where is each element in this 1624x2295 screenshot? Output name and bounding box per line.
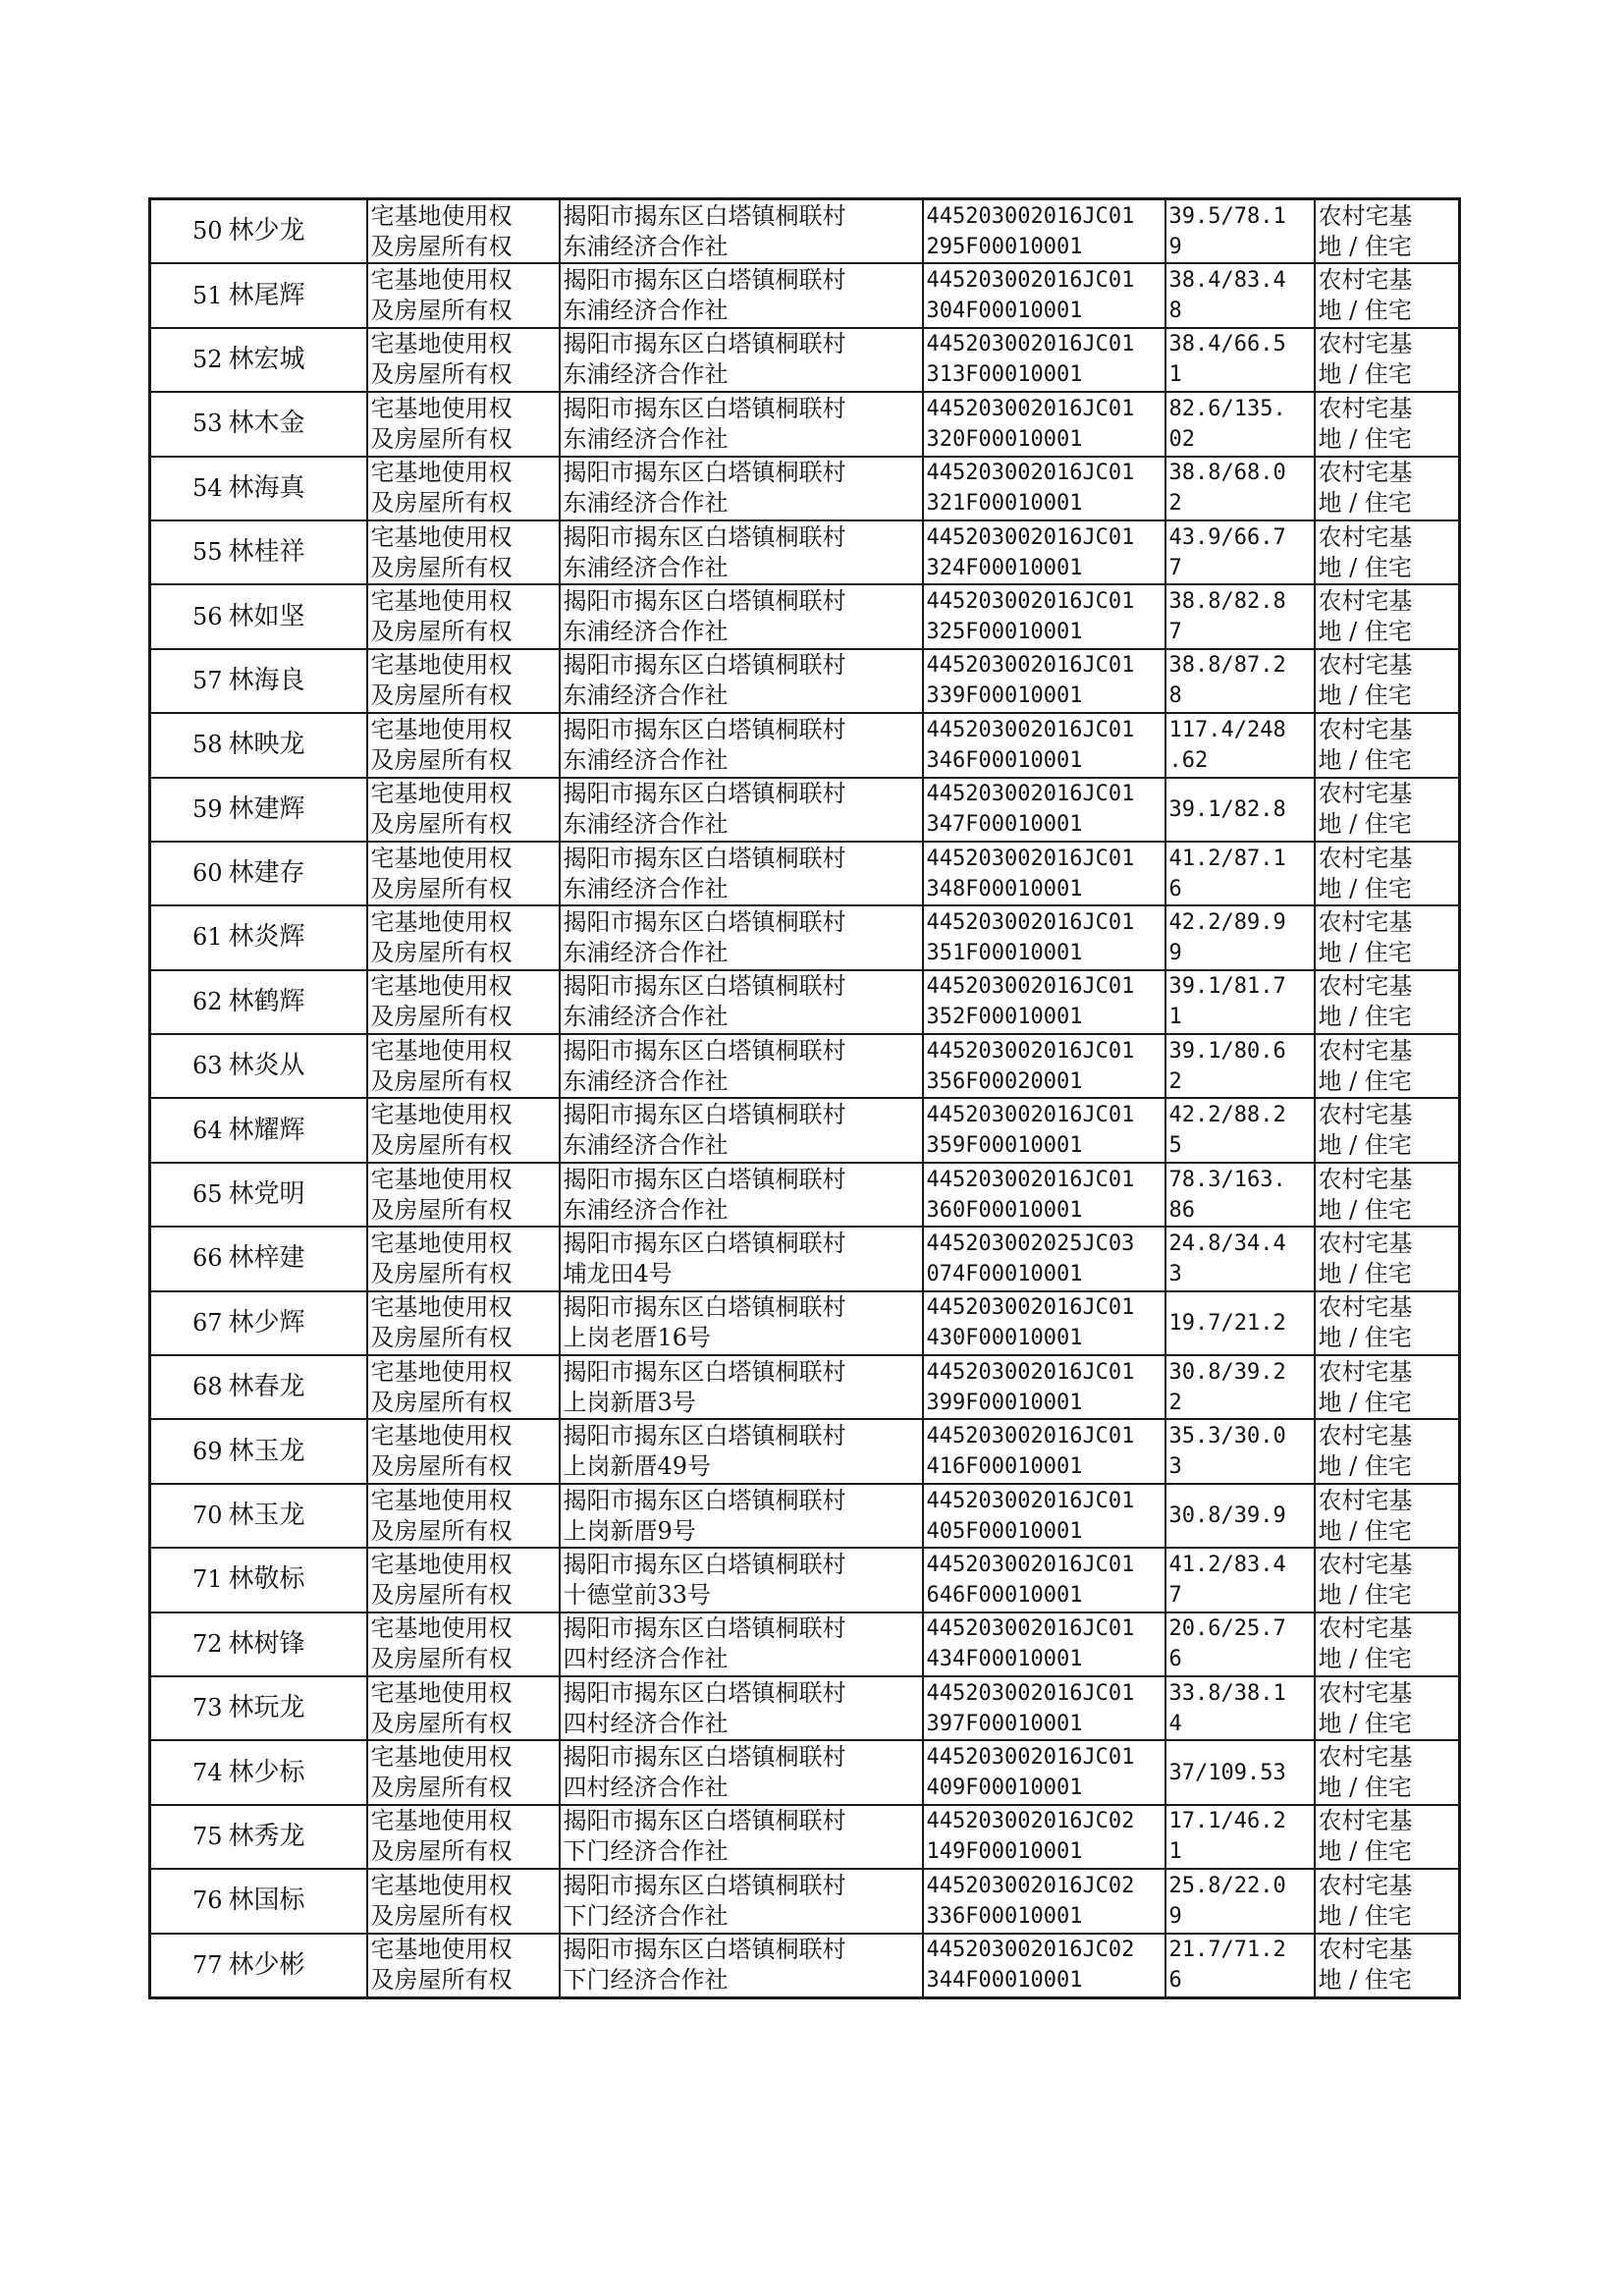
- right-type: 宅基地使用权 及房屋所有权: [367, 1355, 560, 1419]
- table-row: [150, 970, 1460, 1034]
- row-number: 58: [150, 713, 226, 777]
- right-type: 宅基地使用权 及房屋所有权: [367, 1484, 560, 1548]
- row-number: 56: [150, 584, 226, 648]
- area-value: 21.7/71.2 6: [1165, 1934, 1315, 1998]
- owner-name: 林建辉: [226, 778, 367, 842]
- area-value: 30.8/39.2 2: [1165, 1355, 1315, 1419]
- property-location: 揭阳市揭东区白塔镇桐联村 东浦经济合作社: [560, 520, 923, 584]
- table-row: [150, 1869, 1460, 1933]
- area-value: 78.3/163. 86: [1165, 1163, 1315, 1227]
- row-number: 52: [150, 328, 226, 392]
- area-value: 38.8/87.2 8: [1165, 649, 1315, 713]
- right-type: 宅基地使用权 及房屋所有权: [367, 649, 560, 713]
- property-location: 揭阳市揭东区白塔镇桐联村 东浦经济合作社: [560, 905, 923, 969]
- table-row: [150, 905, 1460, 969]
- certificate-number: 445203002016JC01 351F00010001: [923, 905, 1165, 969]
- certificate-number: 445203002016JC01 430F00010001: [923, 1291, 1165, 1355]
- row-number: 51: [150, 263, 226, 327]
- land-use: 农村宅基 地 / 住宅: [1315, 1291, 1460, 1355]
- table-row: [150, 1740, 1460, 1804]
- property-location: 揭阳市揭东区白塔镇桐联村 下门经济合作社: [560, 1805, 923, 1869]
- row-number: 55: [150, 520, 226, 584]
- right-type: 宅基地使用权 及房屋所有权: [367, 584, 560, 648]
- property-location: 揭阳市揭东区白塔镇桐联村 东浦经济合作社: [560, 1034, 923, 1098]
- certificate-number: 445203002016JC01 356F00020001: [923, 1034, 1165, 1098]
- land-use: 农村宅基 地 / 住宅: [1315, 1548, 1460, 1612]
- certificate-number: 445203002016JC02 149F00010001: [923, 1805, 1165, 1869]
- row-number: 66: [150, 1227, 226, 1290]
- owner-name: 林党明: [226, 1163, 367, 1227]
- property-location: 揭阳市揭东区白塔镇桐联村 下门经济合作社: [560, 1934, 923, 1998]
- row-number: 76: [150, 1869, 226, 1933]
- land-use: 农村宅基 地 / 住宅: [1315, 1419, 1460, 1483]
- owner-name: 林少辉: [226, 1291, 367, 1355]
- row-number: 57: [150, 649, 226, 713]
- right-type: 宅基地使用权 及房屋所有权: [367, 1419, 560, 1483]
- certificate-number: 445203002016JC01 409F00010001: [923, 1740, 1165, 1804]
- row-number: 54: [150, 457, 226, 520]
- table-row: [150, 713, 1460, 777]
- property-location: 揭阳市揭东区白塔镇桐联村 下门经济合作社: [560, 1869, 923, 1933]
- table-row: [150, 1934, 1460, 1998]
- area-value: 39.1/81.7 1: [1165, 970, 1315, 1034]
- land-use: 农村宅基 地 / 住宅: [1315, 1740, 1460, 1804]
- table-row: [150, 649, 1460, 713]
- owner-name: 林敬标: [226, 1548, 367, 1612]
- certificate-number: 445203002025JC03 074F00010001: [923, 1227, 1165, 1290]
- right-type: 宅基地使用权 及房屋所有权: [367, 1548, 560, 1612]
- right-type: 宅基地使用权 及房屋所有权: [367, 328, 560, 392]
- owner-name: 林炎辉: [226, 905, 367, 969]
- owner-name: 林少龙: [226, 199, 367, 264]
- row-number: 69: [150, 1419, 226, 1483]
- right-type: 宅基地使用权 及房屋所有权: [367, 457, 560, 520]
- table-row: [150, 392, 1460, 456]
- land-use: 农村宅基 地 / 住宅: [1315, 1034, 1460, 1098]
- row-number: 65: [150, 1163, 226, 1227]
- property-location: 揭阳市揭东区白塔镇桐联村 四村经济合作社: [560, 1676, 923, 1740]
- certificate-number: 445203002016JC01 416F00010001: [923, 1419, 1165, 1483]
- row-number: 67: [150, 1291, 226, 1355]
- area-value: 41.2/87.1 6: [1165, 842, 1315, 905]
- certificate-number: 445203002016JC01 352F00010001: [923, 970, 1165, 1034]
- land-use: 农村宅基 地 / 住宅: [1315, 263, 1460, 327]
- land-use: 农村宅基 地 / 住宅: [1315, 520, 1460, 584]
- table-row: [150, 457, 1460, 520]
- area-value: 42.2/88.2 5: [1165, 1098, 1315, 1162]
- right-type: 宅基地使用权 及房屋所有权: [367, 1163, 560, 1227]
- property-location: 揭阳市揭东区白塔镇桐联村 东浦经济合作社: [560, 457, 923, 520]
- table-row: [150, 1548, 1460, 1612]
- area-value: 17.1/46.2 1: [1165, 1805, 1315, 1869]
- owner-name: 林鹤辉: [226, 970, 367, 1034]
- certificate-number: 445203002016JC01 359F00010001: [923, 1098, 1165, 1162]
- land-use: 农村宅基 地 / 住宅: [1315, 970, 1460, 1034]
- right-type: 宅基地使用权 及房屋所有权: [367, 263, 560, 327]
- table-row: [150, 584, 1460, 648]
- table-body: [150, 199, 1460, 1998]
- property-location: 揭阳市揭东区白塔镇桐联村 四村经济合作社: [560, 1612, 923, 1676]
- certificate-number: 445203002016JC01 397F00010001: [923, 1676, 1165, 1740]
- property-location: 揭阳市揭东区白塔镇桐联村 上岗新厝49号: [560, 1419, 923, 1483]
- owner-name: 林玉龙: [226, 1419, 367, 1483]
- table-row: [150, 1034, 1460, 1098]
- row-number: 70: [150, 1484, 226, 1548]
- area-value: 20.6/25.7 6: [1165, 1612, 1315, 1676]
- property-location: 揭阳市揭东区白塔镇桐联村 东浦经济合作社: [560, 970, 923, 1034]
- property-location: 揭阳市揭东区白塔镇桐联村 东浦经济合作社: [560, 842, 923, 905]
- certificate-number: 445203002016JC01 304F00010001: [923, 263, 1165, 327]
- land-use: 农村宅基 地 / 住宅: [1315, 1869, 1460, 1933]
- right-type: 宅基地使用权 及房屋所有权: [367, 842, 560, 905]
- land-use: 农村宅基 地 / 住宅: [1315, 649, 1460, 713]
- owner-name: 林尾辉: [226, 263, 367, 327]
- certificate-number: 445203002016JC01 347F00010001: [923, 778, 1165, 842]
- property-location: 揭阳市揭东区白塔镇桐联村 十德堂前33号: [560, 1548, 923, 1612]
- area-value: 39.5/78.1 9: [1165, 199, 1315, 264]
- right-type: 宅基地使用权 及房屋所有权: [367, 905, 560, 969]
- area-value: 82.6/135. 02: [1165, 392, 1315, 456]
- area-value: 43.9/66.7 7: [1165, 520, 1315, 584]
- owner-name: 林建存: [226, 842, 367, 905]
- table-row: [150, 1227, 1460, 1290]
- table-row: [150, 1291, 1460, 1355]
- area-value: 38.8/68.0 2: [1165, 457, 1315, 520]
- right-type: 宅基地使用权 及房屋所有权: [367, 1227, 560, 1290]
- row-number: 71: [150, 1548, 226, 1612]
- owner-name: 林海良: [226, 649, 367, 713]
- right-type: 宅基地使用权 及房屋所有权: [367, 713, 560, 777]
- property-location: 揭阳市揭东区白塔镇桐联村 埔龙田4号: [560, 1227, 923, 1290]
- owner-name: 林如坚: [226, 584, 367, 648]
- area-value: 41.2/83.4 7: [1165, 1548, 1315, 1612]
- right-type: 宅基地使用权 及房屋所有权: [367, 970, 560, 1034]
- area-value: 25.8/22.0 9: [1165, 1869, 1315, 1933]
- land-use: 农村宅基 地 / 住宅: [1315, 713, 1460, 777]
- row-number: 62: [150, 970, 226, 1034]
- table-row: [150, 1612, 1460, 1676]
- certificate-number: 445203002016JC01 405F00010001: [923, 1484, 1165, 1548]
- land-use: 农村宅基 地 / 住宅: [1315, 842, 1460, 905]
- certificate-number: 445203002016JC01 325F00010001: [923, 584, 1165, 648]
- certificate-number: 445203002016JC01 313F00010001: [923, 328, 1165, 392]
- certificate-number: 445203002016JC01 399F00010001: [923, 1355, 1165, 1419]
- right-type: 宅基地使用权 及房屋所有权: [367, 778, 560, 842]
- certificate-number: 445203002016JC01 324F00010001: [923, 520, 1165, 584]
- owner-name: 林木金: [226, 392, 367, 456]
- certificate-number: 445203002016JC01 360F00010001: [923, 1163, 1165, 1227]
- row-number: 74: [150, 1740, 226, 1804]
- land-use: 农村宅基 地 / 住宅: [1315, 1163, 1460, 1227]
- row-number: 53: [150, 392, 226, 456]
- property-location: 揭阳市揭东区白塔镇桐联村 东浦经济合作社: [560, 328, 923, 392]
- row-number: 73: [150, 1676, 226, 1740]
- table-row: [150, 1355, 1460, 1419]
- right-type: 宅基地使用权 及房屋所有权: [367, 520, 560, 584]
- land-use: 农村宅基 地 / 住宅: [1315, 199, 1460, 264]
- land-use: 农村宅基 地 / 住宅: [1315, 1355, 1460, 1419]
- table-row: [150, 1419, 1460, 1483]
- row-number: 60: [150, 842, 226, 905]
- property-location: 揭阳市揭东区白塔镇桐联村 上岗老厝16号: [560, 1291, 923, 1355]
- owner-name: 林少标: [226, 1740, 367, 1804]
- row-number: 50: [150, 199, 226, 264]
- owner-name: 林玉龙: [226, 1484, 367, 1548]
- land-use: 农村宅基 地 / 住宅: [1315, 905, 1460, 969]
- row-number: 72: [150, 1612, 226, 1676]
- owner-name: 林宏城: [226, 328, 367, 392]
- owner-name: 林少彬: [226, 1934, 367, 1998]
- row-number: 63: [150, 1034, 226, 1098]
- row-number: 68: [150, 1355, 226, 1419]
- table-row: [150, 1098, 1460, 1162]
- owner-name: 林桂祥: [226, 520, 367, 584]
- property-location: 揭阳市揭东区白塔镇桐联村 东浦经济合作社: [560, 649, 923, 713]
- right-type: 宅基地使用权 及房屋所有权: [367, 1034, 560, 1098]
- right-type: 宅基地使用权 及房屋所有权: [367, 1676, 560, 1740]
- area-value: 42.2/89.9 9: [1165, 905, 1315, 969]
- area-value: 38.4/83.4 8: [1165, 263, 1315, 327]
- right-type: 宅基地使用权 及房屋所有权: [367, 1934, 560, 1998]
- area-value: 38.8/82.8 7: [1165, 584, 1315, 648]
- certificate-number: 445203002016JC01 321F00010001: [923, 457, 1165, 520]
- right-type: 宅基地使用权 及房屋所有权: [367, 1098, 560, 1162]
- property-location: 揭阳市揭东区白塔镇桐联村 东浦经济合作社: [560, 392, 923, 456]
- property-location: 揭阳市揭东区白塔镇桐联村 东浦经济合作社: [560, 263, 923, 327]
- property-location: 揭阳市揭东区白塔镇桐联村 东浦经济合作社: [560, 1098, 923, 1162]
- area-value: 30.8/39.9: [1165, 1484, 1315, 1548]
- owner-name: 林映龙: [226, 713, 367, 777]
- property-location: 揭阳市揭东区白塔镇桐联村 上岗新厝9号: [560, 1484, 923, 1548]
- property-location: 揭阳市揭东区白塔镇桐联村 上岗新厝3号: [560, 1355, 923, 1419]
- owner-name: 林秀龙: [226, 1805, 367, 1869]
- certificate-number: 445203002016JC01 434F00010001: [923, 1612, 1165, 1676]
- land-use: 农村宅基 地 / 住宅: [1315, 457, 1460, 520]
- right-type: 宅基地使用权 及房屋所有权: [367, 1869, 560, 1933]
- table-row: [150, 1484, 1460, 1548]
- area-value: 37/109.53: [1165, 1740, 1315, 1804]
- row-number: 75: [150, 1805, 226, 1869]
- owner-name: 林玩龙: [226, 1676, 367, 1740]
- land-use: 农村宅基 地 / 住宅: [1315, 1098, 1460, 1162]
- row-number: 77: [150, 1934, 226, 1998]
- area-value: 35.3/30.0 3: [1165, 1419, 1315, 1483]
- right-type: 宅基地使用权 及房屋所有权: [367, 1740, 560, 1804]
- land-use: 农村宅基 地 / 住宅: [1315, 1676, 1460, 1740]
- right-type: 宅基地使用权 及房屋所有权: [367, 1612, 560, 1676]
- area-value: 33.8/38.1 4: [1165, 1676, 1315, 1740]
- table-row: [150, 199, 1460, 264]
- row-number: 59: [150, 778, 226, 842]
- row-number: 61: [150, 905, 226, 969]
- property-location: 揭阳市揭东区白塔镇桐联村 东浦经济合作社: [560, 199, 923, 264]
- area-value: 24.8/34.4 3: [1165, 1227, 1315, 1290]
- registry-table: [148, 197, 1461, 1999]
- property-location: 揭阳市揭东区白塔镇桐联村 东浦经济合作社: [560, 584, 923, 648]
- owner-name: 林海真: [226, 457, 367, 520]
- row-number: 64: [150, 1098, 226, 1162]
- right-type: 宅基地使用权 及房屋所有权: [367, 199, 560, 264]
- land-use: 农村宅基 地 / 住宅: [1315, 1805, 1460, 1869]
- owner-name: 林梓建: [226, 1227, 367, 1290]
- right-type: 宅基地使用权 及房屋所有权: [367, 392, 560, 456]
- property-location: 揭阳市揭东区白塔镇桐联村 四村经济合作社: [560, 1740, 923, 1804]
- land-use: 农村宅基 地 / 住宅: [1315, 328, 1460, 392]
- table-row: [150, 1163, 1460, 1227]
- owner-name: 林树锋: [226, 1612, 367, 1676]
- land-use: 农村宅基 地 / 住宅: [1315, 1934, 1460, 1998]
- certificate-number: 445203002016JC01 339F00010001: [923, 649, 1165, 713]
- land-use: 农村宅基 地 / 住宅: [1315, 392, 1460, 456]
- area-value: 39.1/80.6 2: [1165, 1034, 1315, 1098]
- right-type: 宅基地使用权 及房屋所有权: [367, 1291, 560, 1355]
- land-use: 农村宅基 地 / 住宅: [1315, 1484, 1460, 1548]
- certificate-number: 445203002016JC01 646F00010001: [923, 1548, 1165, 1612]
- land-use: 农村宅基 地 / 住宅: [1315, 1612, 1460, 1676]
- table-row: [150, 1676, 1460, 1740]
- owner-name: 林炎从: [226, 1034, 367, 1098]
- land-use: 农村宅基 地 / 住宅: [1315, 584, 1460, 648]
- property-location: 揭阳市揭东区白塔镇桐联村 东浦经济合作社: [560, 713, 923, 777]
- land-use: 农村宅基 地 / 住宅: [1315, 778, 1460, 842]
- owner-name: 林国标: [226, 1869, 367, 1933]
- owner-name: 林耀辉: [226, 1098, 367, 1162]
- property-location: 揭阳市揭东区白塔镇桐联村 东浦经济合作社: [560, 778, 923, 842]
- table-row: [150, 328, 1460, 392]
- certificate-number: 445203002016JC01 295F00010001: [923, 199, 1165, 264]
- owner-name: 林春龙: [226, 1355, 367, 1419]
- right-type: 宅基地使用权 及房屋所有权: [367, 1805, 560, 1869]
- table-row: [150, 520, 1460, 584]
- land-use: 农村宅基 地 / 住宅: [1315, 1227, 1460, 1290]
- table-row: [150, 1805, 1460, 1869]
- area-value: 38.4/66.5 1: [1165, 328, 1315, 392]
- area-value: 39.1/82.8: [1165, 778, 1315, 842]
- area-value: 117.4/248 .62: [1165, 713, 1315, 777]
- certificate-number: 445203002016JC02 336F00010001: [923, 1869, 1165, 1933]
- certificate-number: 445203002016JC02 344F00010001: [923, 1934, 1165, 1998]
- table-row: [150, 842, 1460, 905]
- certificate-number: 445203002016JC01 320F00010001: [923, 392, 1165, 456]
- property-location: 揭阳市揭东区白塔镇桐联村 东浦经济合作社: [560, 1163, 923, 1227]
- certificate-number: 445203002016JC01 346F00010001: [923, 713, 1165, 777]
- area-value: 19.7/21.2: [1165, 1291, 1315, 1355]
- table-row: [150, 263, 1460, 327]
- table-row: [150, 778, 1460, 842]
- certificate-number: 445203002016JC01 348F00010001: [923, 842, 1165, 905]
